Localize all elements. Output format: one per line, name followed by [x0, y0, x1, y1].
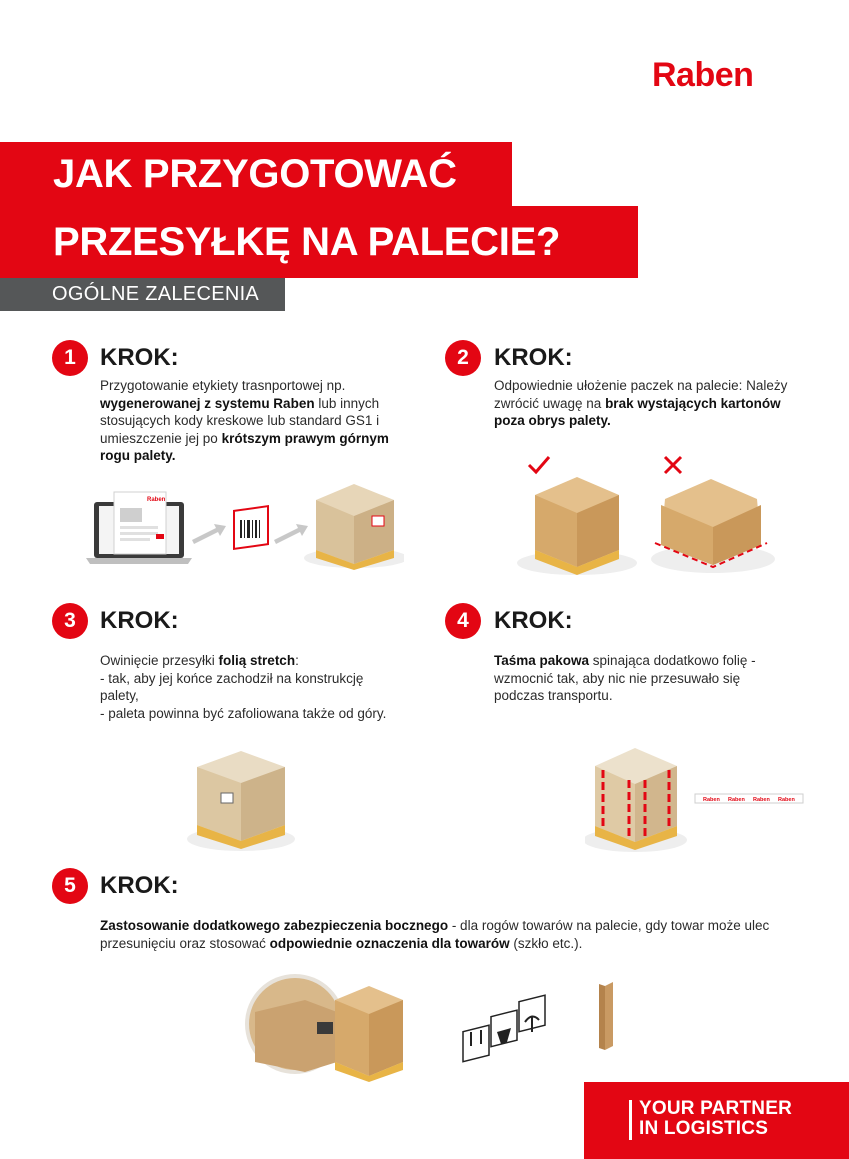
step-4-number: 4: [445, 603, 481, 639]
footer-line-2: IN LOGISTICS: [639, 1118, 769, 1139]
step-text-run: Przygotowanie etykiety trasnportowej np.: [100, 378, 346, 393]
check-icon: [529, 457, 549, 472]
step-3-title: KROK:: [100, 607, 179, 634]
handling-symbols-icon: [463, 995, 545, 1061]
step-text-run: wygenerowanej z systemu Raben: [100, 395, 315, 411]
step-text-run: Taśma pakowa: [494, 653, 590, 668]
corner-zoom-icon: [245, 974, 345, 1074]
step-5-text: [100, 917, 790, 952]
step-text-run: spinająca dodatkowo folię - wzmocnić tak, aby nic nie przesuwało się podczas transportu.: [494, 653, 756, 703]
arrow-icon: [192, 524, 226, 544]
step-4-title: KROK:: [494, 607, 573, 634]
tape-logo-text: Raben: [728, 797, 745, 803]
tape-logo-text: Raben: [703, 797, 720, 803]
step-5-illustration: [245, 972, 645, 1082]
step-text-run: :: [295, 653, 299, 668]
step-4-text: [494, 652, 794, 705]
step-text-run: Zastosowanie dodatkowego zabezpieczenia bocznego: [100, 918, 449, 933]
bad-pallet-icon: [651, 479, 775, 573]
title-line-2: PRZESYŁKĘ NA PALECIE?: [0, 206, 638, 278]
barcode-label-icon: [221, 793, 233, 803]
good-pallet-icon: [517, 477, 637, 575]
step-2-number: 2: [445, 340, 481, 376]
step-2-text: [494, 377, 794, 430]
step-1-text: [100, 377, 400, 465]
step-text-run: - paleta powinna być zafoliowana także od góry.: [100, 705, 387, 721]
tape-logo-text: Raben: [753, 797, 770, 803]
step-3-text: [100, 652, 400, 722]
label-logo-text: Raben: [147, 497, 166, 503]
step-1-illustration: [84, 470, 404, 570]
step-text-run: folią stretch: [218, 653, 296, 668]
step-text-run: Owinięcie przesyłki: [100, 653, 219, 668]
step-text-run: - dla rogów towarów na palecie, gdy towar może ulec przesunięciu oraz stosować: [100, 918, 770, 951]
raben-logo: Raben: [652, 56, 754, 94]
step-text-run: lub innych stosujących kody kreskowe lub standard GS1 i umieszczenie jej po: [100, 395, 380, 446]
tape-logo-text: Raben: [778, 797, 795, 803]
step-5-title: KROK:: [100, 872, 179, 899]
cross-icon: [665, 457, 681, 473]
corner-protector-icon: [599, 982, 613, 1050]
step-2-illustration: [505, 455, 775, 580]
arrow-icon: [274, 524, 308, 544]
footer-slogan-box: [584, 1082, 849, 1159]
step-3-illustration: [185, 745, 300, 855]
step-text-run: Odpowiednie ułożenie paczek na palecie: Należy zwrócić uwagę na: [494, 378, 788, 411]
step-text-run: brak wystających kartonów poza obrys palety.: [494, 395, 781, 428]
step-text-run: odpowiednie oznaczenia dla towarów: [269, 935, 510, 951]
step-1-number: 1: [52, 340, 88, 376]
step-4-illustration: [585, 740, 815, 858]
pallet-icon: [304, 484, 404, 570]
tape-strip-icon: [695, 794, 803, 803]
step-text-run: krótszym prawym górnym rogu palety.: [100, 430, 389, 463]
barcode-label-icon: [234, 506, 268, 549]
footer-line-1: YOUR PARTNER: [639, 1098, 792, 1119]
step-3-number: 3: [52, 603, 88, 639]
title-line-1: JAK PRZYGOTOWAĆ: [0, 142, 512, 208]
pallet-icon: [335, 986, 403, 1082]
step-text-run: (szkło etc.).: [509, 935, 583, 951]
footer-divider: [629, 1100, 632, 1140]
step-1-title: KROK:: [100, 344, 179, 371]
step-2-title: KROK:: [494, 344, 573, 371]
step-5-number: 5: [52, 868, 88, 904]
step-text-run: - tak, aby jej końce zachodził na konstrukcję palety,: [100, 670, 364, 703]
laptop-icon: [86, 492, 192, 564]
subtitle: OGÓLNE ZALECENIA: [0, 278, 285, 311]
footer-slogan: [639, 1099, 792, 1139]
